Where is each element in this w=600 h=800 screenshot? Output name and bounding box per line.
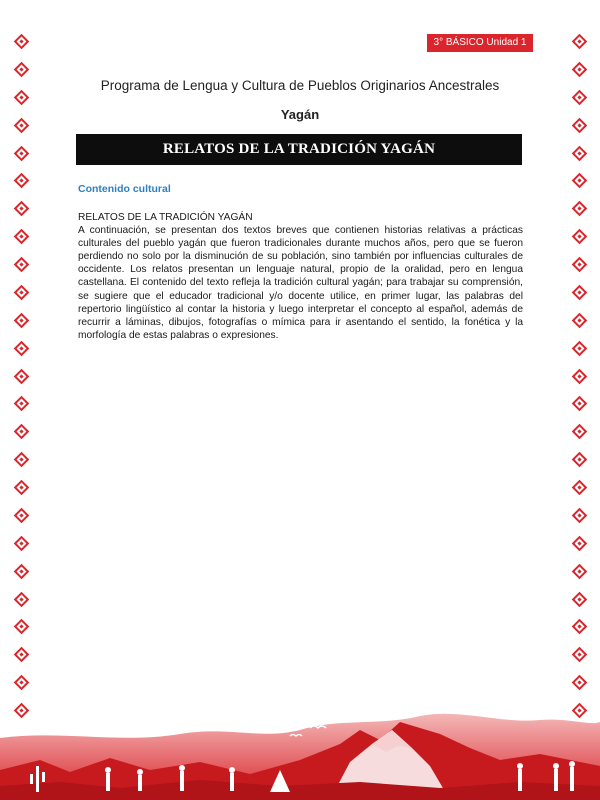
diamond-icon [13,480,29,496]
diamond-icon [13,647,29,663]
diamond-icon [571,508,587,524]
diamond-icon [571,480,587,496]
diamond-icon [571,563,587,579]
diamond-icon [13,591,29,607]
diamond-icon [13,452,29,468]
people-name: Yagán [280,107,320,122]
diamond-icon [571,647,587,663]
diamond-icon [13,396,29,412]
document-title: RELATOS DE LA TRADICIÓN YAGÁN [76,134,522,165]
diamond-icon [571,285,587,301]
left-border-ornament [14,36,28,716]
body-text-block [78,211,523,342]
diamond-icon [13,201,29,217]
diamond-icon [13,62,29,78]
diamond-icon [571,675,587,691]
diamond-icon [13,340,29,356]
diamond-icon [571,591,587,607]
diamond-icon [13,424,29,440]
diamond-icon [571,257,587,273]
diamond-icon [571,312,587,328]
body-paragraph: A continuación, se presentan dos textos breves que contienen historias relativas a prácticas culturales del pueblo yagán que fueron tradicionales durante muchos años, pero que se fueron perdiendo no solo por la disminución de su población, sino también por influencias culturales de occidente. Los relatos presentan un lenguaje natural, propio de la oralidad, pero en lengua castellana. El contenido del texto refleja la tradición cultural yagán; para trabajar su comprensión, se sugiere que el educador tradicional y/o docente utilice, en primer lugar, las palabras del repertorio lingüístico al contar la historia y luego interpretar el concepto al español, además de recurrir a láminas, dibujos, fotografías o mímica para ir asentando el sentido, la fonética y la morfología de estas palabras o expresiones. [78,225,523,341]
landscape-illustration [0,700,600,800]
diamond-icon [13,508,29,524]
diamond-icon [571,34,587,50]
diamond-icon [13,535,29,551]
unit-badge: 3° BÁSICO Unidad 1 [427,34,533,52]
diamond-icon [571,201,587,217]
diamond-icon [571,535,587,551]
diamond-icon [13,285,29,301]
diamond-icon [13,675,29,691]
diamond-icon [571,145,587,161]
diamond-icon [13,619,29,635]
right-border-ornament [572,36,586,716]
diamond-icon [571,368,587,384]
program-title: Programa de Lengua y Cultura de Pueblos Originarios Ancestrales [100,78,500,93]
diamond-icon [571,173,587,189]
diamond-icon [13,34,29,50]
diamond-icon [13,257,29,273]
diamond-icon [13,563,29,579]
diamond-icon [13,229,29,245]
section-label: Contenido cultural [78,183,171,195]
body-heading: RELATOS DE LA TRADICIÓN YAGÁN [78,212,253,223]
diamond-icon [571,452,587,468]
diamond-icon [13,145,29,161]
diamond-icon [13,173,29,189]
diamond-icon [13,312,29,328]
diamond-icon [571,424,587,440]
diamond-icon [571,62,587,78]
diamond-icon [13,368,29,384]
diamond-icon [571,229,587,245]
diamond-icon [571,340,587,356]
diamond-icon [571,619,587,635]
diamond-icon [571,396,587,412]
